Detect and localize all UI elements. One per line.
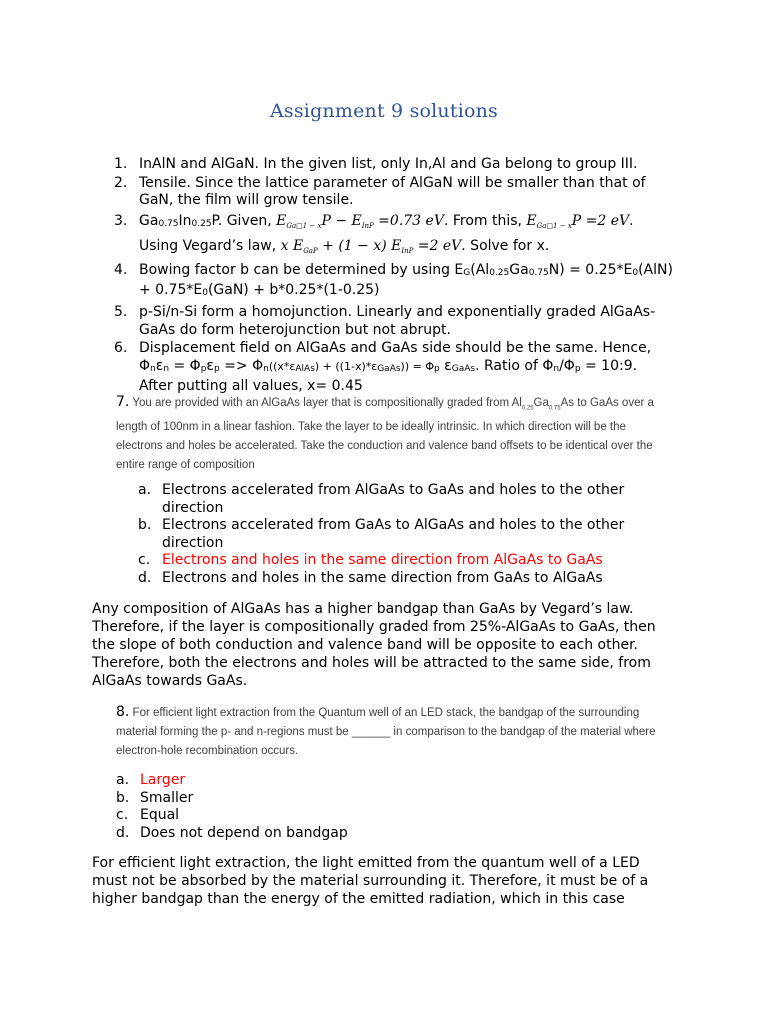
list-item	[114, 175, 674, 210]
equation: $E_{Ga□1 - x}P - E_{InP} =0.73$ eV	[276, 212, 444, 230]
list-item	[114, 262, 674, 303]
option-c-correct: c. Electrons and holes in the same direction from AlGaAs to GaAs	[138, 552, 603, 569]
item-number: 5.	[114, 303, 128, 320]
item-text: p-Si/n-Si form a homojunction. Linearly and exponentially graded AlGaAs-GaAs do form heterojunction but not abrupt.	[139, 303, 656, 338]
item-number: 6.	[114, 340, 128, 357]
item-text: Displacement field on AlGaAs and GaAs side should be the same. Hence, $\Phi_n\varepsilon_n = \Phi_p\varepsilon_p => \Phi_n((x*\varepsilon_{AlAs}) + ((1-x)*\varepsilon_{GaAs})) = \Phi_p$ $\varepsilon_{GaAs}$. Ratio of $\Phi_n/\Phi_p$ = 10:9. After putting all values, x= 0.45	[139, 340, 652, 395]
list-item	[114, 340, 674, 396]
item-number: 1.	[114, 156, 128, 172]
option-a: a. Electrons accelerated from AlGaAs to GaAs and holes to the other direction	[138, 482, 625, 516]
page-title: Assignment 9 solutions	[269, 100, 499, 122]
question-7-options	[138, 482, 658, 588]
option-a-correct: a. Larger	[116, 772, 186, 788]
item-number: 2.	[114, 174, 128, 191]
option-d: d. Does not depend on bandgap	[116, 824, 348, 841]
item-text: InAlN and AlGaN. In the given list, only In,Al and Ga belong to group III.	[139, 156, 638, 172]
option-c: c. Equal	[116, 807, 180, 824]
question-7-text: 7. You are provided with an AlGaAs layer that is compositionally graded from $Al_{0.25}Ga_{0.75}As$ to GaAs over a length of 100nm in a linear fashion. Take the layer to be ideally intrinsic. In which direction will be the electrons and holes be accelerated. Take the conduction and valence band offsets to be identical over the entire range of composition	[116, 394, 654, 472]
item-text: Tensile. Since the lattice parameter of AlGaN will be smaller than that of GaN, the film will grow tensile.	[139, 174, 646, 209]
list-item	[114, 211, 674, 261]
list-item	[114, 156, 674, 174]
question-7-explanation: Any composition of AlGaAs has a higher bandgap than GaAs by Vegard’s law. Therefore, if the layer is compositionally graded from 25%-AlGaAs to GaAs, then the slope of both conduction and valence band will be opposite to each other. Therefore, both the electrons and holes will be attracted to the same side, from AlGaAs towards GaAs.	[92, 601, 656, 689]
list-item	[114, 304, 674, 339]
option-b: b. Smaller	[116, 789, 194, 806]
question-8-text: 8. For efficient light extraction from the Quantum well of an LED stack, the bandgap of the surrounding material forming the p- and n-regions must be ______ in comparison to the bandgap of the material where electron-hole recombination occurs.	[116, 704, 656, 757]
item-text: Bowing factor b can be determined by using $E_G(Al_{0.25}Ga_{0.75}N) = 0.25*E_0(AlN) + 0.75*E_0(GaN) + b*0.25*(1-0.25)$	[139, 261, 673, 299]
item-text: $Ga_{0.75}In_{0.25}P$. Given, $E_{Ga□1 - x}P - E_{InP} =0.73$ eV. From this, $E_{Ga□1 - x}P =2$ eV. Using Vegard’s law, x $E_{GaP} + (1 - x)$ $E_{InP} =2$ eV. Solve for x.	[139, 212, 634, 255]
item-number: 3.	[114, 212, 128, 229]
question-8-explanation: For efficient light extraction, the light emitted from the quantum well of a LED must not be absorbed by the material surrounding it. Therefore, it must be of a higher bandgap than the energy of the emitted radiation, which in this case	[92, 855, 649, 907]
question-number: 8.	[116, 704, 130, 720]
question-number: 7.	[116, 394, 130, 410]
solutions-list	[114, 156, 674, 397]
item-number: 4.	[114, 261, 128, 278]
question-8-options	[116, 772, 636, 842]
option-d: d. Electrons and holes in the same direction from GaAs to AlGaAs	[138, 569, 603, 586]
option-b: b. Electrons accelerated from GaAs to AlGaAs and holes to the other direction	[138, 517, 625, 551]
equation: x $E_{GaP} + (1 - x)$ $E_{InP} =2$ eV	[280, 237, 462, 255]
equation: $E_{Ga□1 - x}P =2$ eV	[526, 212, 630, 230]
